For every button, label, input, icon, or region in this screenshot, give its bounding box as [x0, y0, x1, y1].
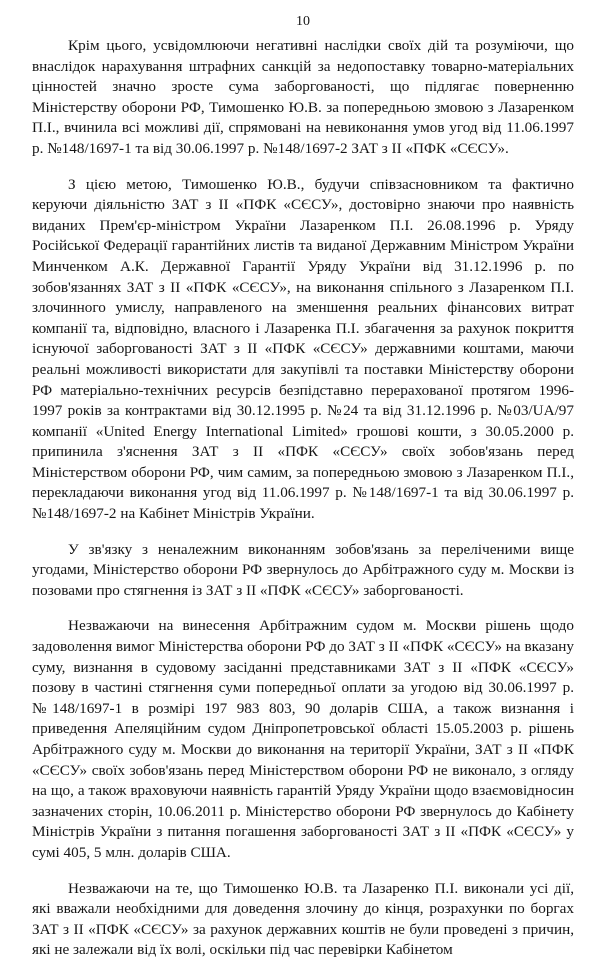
paragraph-3: У зв'язку з неналежним виконанням зобов'язань за переліченими вище угодами, Міністерство оборони РФ звернулось до Арбітражного суду м. Москви із позовами про стягнення із ЗАТ з ІІ «ПФК «СЄСУ» заборгованості.	[32, 540, 574, 599]
paragraph-2: З цією метою, Тимошенко Ю.В., будучи співзасновником та фактично керуючи діяльністю ЗАТ з ІІ «ПФК «СЄСУ», достовірно знаючи про наявність виданих Прем'єр-міністром України Лазаренком П.І. 26.08.1996 р. Уряду Російської Федерації гарантійних листів та виданої Державним Міністром України Минченком А.К. Державної Гарантії Уряду України від 31.12.1996 р. по зобов'язаннях ЗАТ з ІІ «ПФК «СЄСУ», на виконання спільного з Лазаренком П.І. злочинного умислу, направленого на зменшення реальних фінансових витрат компанії та, відповідно, власного і Лазаренка П.І. збагачення за рахунок покриття існуючої заборгованості ЗАТ з ІІ «ПФК «СЄСУ» державними коштами, маючи реальні можливості використати для закупівлі та поставки Міністерству оборони РФ матеріально-технічних ресурсів безпідставно перерахованої протягом 1996-1997 років за контрактами від 30.12.1995 р. №24 та від 31.12.1996 р. №03/UA/97 компанії «United Energy International Limited» грошові кошти, з 30.05.2000 р. припинила з'яснення ЗАТ з ІІ «ПФК «СЄСУ» своїх зобов'язань перед Міністерством оборони РФ, чим самим, за попередньою змовою з Лазаренком П.І., перекладаючи виконання угод від 11.06.1997 р. №148/1697-1 та від 30.06.1997 р. №148/1697-2 на Кабінет Міністрів України.	[32, 175, 574, 523]
page-number: 10	[296, 14, 310, 29]
paragraph-1: Крім цього, усвідомлюючи негативні наслідки своїх дій та розуміючи, що внаслідок нарахування штрафних санкцій за недопоставку товарно-матеріальних цінностей значно зросте сума заборгованості, що підлягає поверненню Міністерству оборони РФ, Тимошенко Ю.В. за попередньою змовою з Лазаренком П.І., вчинила всі можливі дії, спрямовані на невиконання умов угод від 11.06.1997 р. №148/1697-1 та від 30.06.1997 р. №148/1697-2 ЗАТ з ІІ «ПФК «СЄСУ».	[32, 37, 574, 157]
paragraph-4: Незважаючи на винесення Арбітражним судом м. Москви рішень щодо задоволення вимог Міністерства оборони РФ до ЗАТ з ІІ «ПФК «СЄСУ» на вказану суму, визнання в судовому засіданні представниками ЗАТ з ІІ «ПФК «СЄСУ» позову в частині стягнення суми попередньої оплати за угодою від 30.06.1997 р. №148/1697-1 в розмірі 197 983 803, 90 доларів США, а також визнання і приведення Апеляційним судом Дніпропетровської області 15.05.2003 р. рішень Арбітражного суду м. Москви до виконання на території України, ЗАТ з ІІ «ПФК «СЄСУ» своїх зобов'язань перед Міністерством оборони РФ не виконало, з огляду на що, а також враховуючи наявність гарантій Уряду України щодо взаємовідносин зазначених сторін, 10.06.2011 р. Міністерство оборони РФ звернулось до Кабінету Міністрів України з питання погашення заборгованості ЗАТ з ІІ «ПФК «СЄСУ» у сумі 405, 5 млн. доларів США.	[32, 617, 574, 861]
paragraph-5: Незважаючи на те, що Тимошенко Ю.В. та Лазаренко П.І. виконали усі дії, які вважали необхідними для доведення злочину до кінця, розрахунки по боргах ЗАТ з ІІ «ПФК «СЄСУ» за рахунок державних коштів не були проведені з причин, які не залежали від їх волі, оскільки під час перевірки Кабінетом	[32, 879, 574, 959]
